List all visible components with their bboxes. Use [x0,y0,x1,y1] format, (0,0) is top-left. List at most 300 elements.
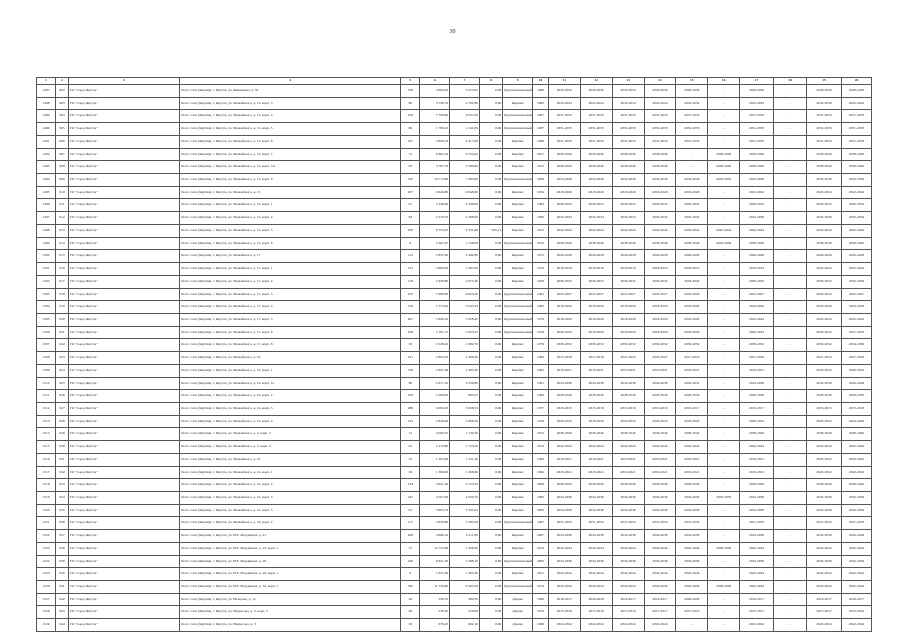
table-cell: ГО "город Якутск" [68,186,180,199]
table-cell: 0,00 [479,517,502,530]
table-cell: 1979 [533,339,549,352]
table-cell: Респ. Саха (Якутия), г. Якутск, ул. Можайского, д. 13, корп. 7А [180,161,401,174]
table-cell: 2030-2032 [580,339,612,352]
table-cell: 2022-2024 [806,619,841,632]
table-cell: 2011 [533,568,549,581]
table-cell: 2034-2036 [676,174,708,187]
table-cell: 2034-2036 [548,504,580,517]
table-cell: 489,50 [450,593,480,606]
table-cell: 0,00 [479,313,502,326]
table-cell: ГО "город Якутск" [68,606,180,619]
table-cell: 7 328,20 [450,542,480,555]
table-cell: 2 361,67 [420,237,450,250]
table-cell: 0,00 [479,250,502,263]
table-cell: 2020-2022 [842,453,872,466]
table-cell: 909 [56,174,69,187]
table-cell: Кирпич [503,492,533,505]
table-cell: 2042-2044 [612,542,644,555]
table-cell: 2027-2029 [842,352,872,365]
table-cell: ГО "город Якутск" [68,415,180,428]
table-cell: 2031-2033 [548,123,580,136]
table-cell: 2010 [533,237,549,250]
table-cell: 2042-2044 [740,568,774,581]
table-row [37,123,872,136]
table-cell: 4 082,03 [420,402,450,415]
table-cell: - [708,593,740,606]
table-cell: - [774,313,807,326]
table-cell: 2038-2040 [644,148,676,161]
column-header: 7 [450,78,480,85]
table-cell: ГО "город Якутск" [68,352,180,365]
table-cell: 2 782,98 [450,97,480,110]
table-cell: - [774,174,807,187]
table-cell: 0,00 [479,390,502,403]
table-cell: 2020-2022 [548,326,580,339]
column-header: 6 [420,78,450,85]
table-cell: 1509 [37,364,56,377]
table-cell: 0,00 [479,288,502,301]
table-cell: 88 [401,377,420,390]
table-cell: - [774,428,807,441]
table-cell: 0,00 [479,97,502,110]
table-cell: - [774,237,807,250]
table-cell: 2032-2034 [612,212,644,225]
table-cell: ГО "город Якутск" [68,199,180,212]
table-cell: 3 723,39 [450,479,480,492]
table-cell: ГО "город Якутск" [68,212,180,225]
table-cell: 0,00 [479,352,502,365]
table-cell: Респ. Саха (Якутия), г. Якутск, ул. Можайского, д. 13, корп. 3 [180,97,401,110]
table-cell: 2030-2032 [740,339,774,352]
table-cell: 2 675,40 [450,275,480,288]
table-cell: Респ. Саха (Якутия), г. Якутск, ул. Можайского, д. 15, корп. 6 [180,237,401,250]
table-row [37,441,872,454]
table-cell: 2034-2036 [842,339,872,352]
table-cell: 2025-2027 [644,352,676,365]
table-cell: 2042-2044 [806,542,841,555]
table-cell: 2015-2016 [842,606,872,619]
table-cell: 1958 [533,275,549,288]
table-cell: 29 [401,619,420,632]
table-cell: 2034-2036 [842,504,872,517]
table-cell: 2034-2036 [806,530,841,543]
table-cell: 926 [56,390,69,403]
table-cell: ГО "город Якутск" [68,174,180,187]
table-cell: 2034-2036 [612,377,644,390]
table-cell: 1985 [533,492,549,505]
table-cell: 1492 [37,148,56,161]
table-cell: 5 761,37 [420,326,450,339]
table-row [37,364,872,377]
table-cell: 2017-2018 [676,352,708,365]
table-cell: 2032-2034 [548,97,580,110]
table-cell: Респ. Саха (Якутия), г. Якутск, ул. Можайского, д. 17 [180,250,401,263]
table-cell: 2020-2022 [842,364,872,377]
table-cell: Респ. Саха (Якутия), г. Якутск, ул. Можайского, д. 21, корп. 5 [180,504,401,517]
table-cell: - [708,275,740,288]
table-cell: 1487 [37,85,56,98]
table-cell: 2019-2021 [644,364,676,377]
table-cell: 2034-2036 [842,555,872,568]
table-cell: 479,90 [450,606,480,619]
table-row [37,313,872,326]
table-cell: 2018-2020 [580,301,612,314]
table-cell: 2034-2036 [740,492,774,505]
table-cell: 2042-2044 [676,542,708,555]
table-cell: - [708,555,740,568]
table-cell: 2031-2033 [806,517,841,530]
table-cell: 2022-2024 [806,313,841,326]
table-cell: - [708,97,740,110]
table-cell: 145 [401,263,420,276]
table-cell: 2034-2036 [644,530,676,543]
table-cell: 2018-2019 [676,263,708,276]
table-cell: 0,00 [479,275,502,288]
table-cell: Кирпич [503,479,533,492]
table-cell: 63 [401,161,420,174]
table-cell: 2031-2033 [548,517,580,530]
table-cell: ГО "город Якутск" [68,428,180,441]
table-cell: 2019-2021 [676,364,708,377]
table-cell: 1527 [37,593,56,606]
table-cell: 2038-2040 [806,161,841,174]
table-cell: ГО "город Якутск" [68,224,180,237]
table-cell: 1511 [37,390,56,403]
table-cell: 2018-2020 [612,301,644,314]
table-cell: 1981 [533,288,549,301]
table-cell: 2 492,80 [450,250,480,263]
table-cell: 1502 [37,275,56,288]
table-cell: 2031-2033 [644,135,676,148]
table-cell: 2026-2028 [548,250,580,263]
table-cell: 904 [56,110,69,123]
table-cell: Кирпич [503,97,533,110]
table-row [37,402,872,415]
header-row [37,78,872,85]
table-cell: 2018-2020 [580,326,612,339]
table-cell: 2034-2036 [806,377,841,390]
table-cell: 6 823,20 [450,288,480,301]
table-cell: Респ. Саха (Якутия), г. Якутск, ул. Можайского, д. 17, корп. 4 [180,301,401,314]
table-cell: 7 798,60 [420,110,450,123]
table-cell: 2019-2021 [676,453,708,466]
table-cell: 2034-2036 [676,555,708,568]
table-cell: 2042-2044 [548,224,580,237]
table-cell: 2030-2032 [580,199,612,212]
table-cell: 1499 [37,237,56,250]
table-cell: 2028-2030 [676,390,708,403]
table-cell: 910 [56,186,69,199]
table-cell: 0,00 [479,453,502,466]
table-cell: 2038-2040 [612,428,644,441]
table-cell: 2032-2034 [548,212,580,225]
table-cell: 2020-2022 [740,415,774,428]
table-row [37,593,872,606]
table-cell: 0,00 [479,301,502,314]
table-cell: 1978 [533,326,549,339]
table-cell: 2021-2023 [806,352,841,365]
table-cell: Кирпич [503,402,533,415]
table-cell: 5 025,37 [450,326,480,339]
table-cell: - [774,326,807,339]
table-cell: 944 [56,619,69,632]
table-cell: 2038-2040 [580,479,612,492]
table-cell: 1506 [37,326,56,339]
table-row [37,606,872,619]
table-cell: 2034-2036 [548,174,580,187]
table-cell: 2042-2044 [644,568,676,581]
table-cell: 112 [401,250,420,263]
table-cell: Респ. Саха (Якутия), г. Якутск, ул. Н.Е. Мординова, д. 23, корп. 1 [180,542,401,555]
table-cell: Респ. Саха (Якутия), г. Якутск, ул. Назарова, д. 12 [180,593,401,606]
table-cell: 2015-2016 [644,402,676,415]
table-cell: 2032-2034 [580,212,612,225]
table-cell: 2019-2021 [548,364,580,377]
table-cell: 2031-2033 [580,123,612,136]
table-cell: Респ. Саха (Якутия), г. Якутск, ул. Можайского, д. 19, корп. 1а [180,377,401,390]
table-cell: 0,00 [479,504,502,517]
table-cell: Крупнопанельный [503,174,533,187]
table-cell: ГО "город Якутск" [68,492,180,505]
column-header: 19 [806,78,841,85]
table-cell: 2018-2020 [548,301,580,314]
table-cell: 2038-2040 [548,161,580,174]
table-cell: 2038-2040 [644,161,676,174]
table-cell: 200 [401,224,420,237]
table-cell: - [708,301,740,314]
table-cell: 2018-2020 [676,301,708,314]
table-cell: 1985 [533,97,549,110]
table-cell: 1516 [37,453,56,466]
column-header: 3 [68,78,180,85]
table-cell: 1979 [533,313,549,326]
table-cell: 1514 [37,428,56,441]
table-cell: Респ. Саха (Якутия), г. Якутск, ул. Можайского, д. 13, корп. 9 [180,174,401,187]
table-cell: 2 548,90 [420,199,450,212]
table-cell: 2022-2024 [580,619,612,632]
table-cell: - [774,161,807,174]
table-cell: 2042-2044 [580,224,612,237]
table-row [37,174,872,187]
table-cell: 2034-2036 [612,174,644,187]
table-cell: 4 886,10 [420,530,450,543]
table-cell: 2038-2040 [676,479,708,492]
table-cell: 2019-2021 [612,466,644,479]
table-cell: 1 368,00 [420,466,450,479]
table-cell: 2024-2026 [806,301,841,314]
table-cell: 0,00 [479,619,502,632]
table-cell: 4 317,68 [450,135,480,148]
table-cell: 1510 [37,377,56,390]
table-cell: 2038-2040 [740,237,774,250]
table-cell: 0,00 [479,415,502,428]
table-cell: 2042-2044 [612,568,644,581]
table-cell: ГО "город Якутск" [68,339,180,352]
table-cell: 2022-2024 [580,97,612,110]
table-cell: 2015-2016 [612,402,644,415]
table-cell: 2019-2021 [580,466,612,479]
table-cell: 1507 [37,339,56,352]
table-cell: 1498 [37,224,56,237]
table-cell: ГО "город Якутск" [68,275,180,288]
table-cell: Крупнопанельный [503,581,533,594]
table-row [37,517,872,530]
table-row [37,161,872,174]
table-cell: 2034-2036 [842,275,872,288]
table-cell: Респ. Саха (Якутия), г. Якутск, ул. Н.Е. Мординова, д. 29, корп. 1 [180,568,401,581]
table-cell: 2015-2017 [740,606,774,619]
table-row [37,263,872,276]
table-cell: 2 495,40 [450,364,480,377]
table-cell: 0,00 [479,377,502,390]
table-cell: 1488 [37,97,56,110]
table-cell: 2034-2036 [580,530,612,543]
table-cell: 2034-2036 [644,504,676,517]
table-cell: 0,00 [479,441,502,454]
table-cell: 0,00 [479,581,502,594]
table-cell: 2030-2032 [612,339,644,352]
table-cell: 2042-2044 [612,441,644,454]
table-cell: 0,00 [479,237,502,250]
table-cell: 2 066,35 [420,428,450,441]
table-cell: 4 020,70 [450,492,480,505]
table-cell: 2034-2036 [740,174,774,187]
table-cell: 2038-2040 [740,479,774,492]
table-cell: 2018-2020 [612,313,644,326]
table-cell: 1974 [533,606,549,619]
table-row [37,428,872,441]
table-cell: 940 [56,568,69,581]
table-cell: 2018-2020 [612,326,644,339]
table-cell: Респ. Саха (Якутия), г. Якутск, ул. Н.Е. Мординова, д. 29 [180,555,401,568]
table-cell: Кирпич [503,568,533,581]
table-cell: 912 [56,212,69,225]
table-cell: 2030-2032 [740,275,774,288]
table-cell: 11 756,60 [420,581,450,594]
table-body [37,78,872,632]
table-cell: 7 283,90 [450,174,480,187]
column-header: 8 [479,78,502,85]
table-cell: - [774,97,807,110]
table-cell: 676,20 [420,619,450,632]
table-cell: 2021-2023 [612,352,644,365]
table-cell: 2031-2033 [842,123,872,136]
table-cell: 1988 [533,135,549,148]
table-cell: 923 [56,352,69,365]
table-row [37,237,872,250]
table-cell: - [774,148,807,161]
table-cell: 2028-2030 [842,85,872,98]
table-cell: ГО "город Якутск" [68,123,180,136]
table-cell: - [774,224,807,237]
table-cell: - [708,517,740,530]
table-row [37,390,872,403]
table-cell: 2042-2044 [842,542,872,555]
table-cell: 2034-2036 [806,492,841,505]
table-cell: 48 [401,606,420,619]
table-cell: Респ. Саха (Якутия), г. Якутск, ул. Можайского, д. 13, корп. 5 [180,123,401,136]
table-cell: 2015-2017 [644,606,676,619]
table-cell: 2030-2032 [676,199,708,212]
table-cell: 2038-2040 [842,479,872,492]
table-cell: 931 [56,453,69,466]
table-cell: 1 268,96 [450,466,480,479]
table-row [37,135,872,148]
table-cell: Кирпич [503,428,533,441]
table-cell: 2028-2030 [806,85,841,98]
table-cell: 2032-2034 [676,212,708,225]
table-cell: - [708,441,740,454]
table-cell: 86 [401,97,420,110]
table-cell: - [774,123,807,136]
table-cell: 2042-2044 [612,581,644,594]
table-cell: 932 [56,466,69,479]
table-cell: 2032-2034 [612,85,644,98]
table-cell: 1528 [37,606,56,619]
table-row [37,555,872,568]
table-cell: 1977 [533,402,549,415]
table-cell: 1 008,00 [420,390,450,403]
table-cell: 2042-2044 [740,542,774,555]
table-cell: 3 749,76 [420,97,450,110]
table-cell: 2042-2044 [676,568,708,581]
table-cell: ГО "город Якутск" [68,504,180,517]
table-cell: 2034-2036 [676,492,708,505]
table-cell: 2034-2036 [612,492,644,505]
table-cell: Кирпич [503,542,533,555]
table-cell: 2020-2022 [806,364,841,377]
table-cell: 3 869,50 [420,263,450,276]
table-cell: 2015-2017 [740,402,774,415]
table-cell: 913 [56,224,69,237]
table-cell: 1500 [37,250,56,263]
table-cell: 2015-2015 [806,402,841,415]
table-cell: 3 839,80 [420,517,450,530]
table-cell: Респ. Саха (Якутия), г. Якутск, ул. Некрасова, д. 3 [180,619,401,632]
table-cell: 907 [56,148,69,161]
table-cell: 1991 [533,377,549,390]
table-cell: 2038-2040 [548,237,580,250]
table-cell: 1989 [533,619,549,632]
table-cell: 2032-2034 [740,97,774,110]
table-cell: 2028-2030 [644,85,676,98]
table-row [37,504,872,517]
table-cell: 2014 [533,441,549,454]
table-cell: 2031-2033 [740,135,774,148]
table-cell: Респ. Саха (Якутия), г. Якутск, ул. Можайского, д. 2, корп. 3 [180,428,401,441]
table-cell: ГО "город Якутск" [68,568,180,581]
table-cell: 1983 [533,301,549,314]
table-cell: 2 691,69 [420,364,450,377]
table-cell: 2028-2030 [580,85,612,98]
table-cell: - [708,199,740,212]
table-cell: Крупнопанельный [503,288,533,301]
table-cell: Респ. Саха (Якутия), г. Якутск, ул. Можайского, д. 13, корп. 7 [180,148,401,161]
table-cell: 2032-2034 [842,212,872,225]
table-cell: 2030-2032 [548,275,580,288]
table-cell: 1964 [533,453,549,466]
table-row [37,415,872,428]
table-cell: - [774,402,807,415]
table-cell: 2042-2044 [740,224,774,237]
table-cell: - [676,148,708,161]
table-cell: ГО "город Якутск" [68,619,180,632]
table-cell: 0,00 [479,161,502,174]
table-cell: ГО "город Якутск" [68,466,180,479]
table-cell: 2031-2033 [806,110,841,123]
table-cell: Кирпич [503,263,533,276]
table-cell: 2018-2020 [676,415,708,428]
